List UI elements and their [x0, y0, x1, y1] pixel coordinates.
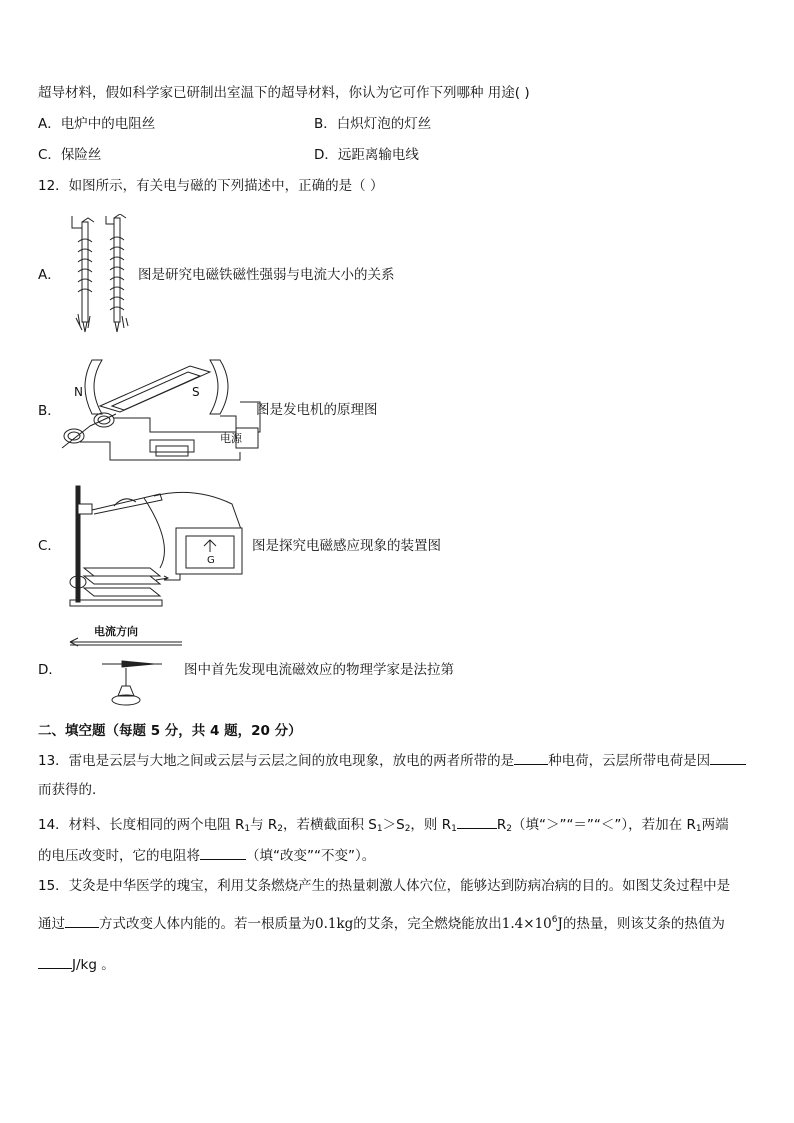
q12-stem: 12．如图所示，有关电与磁的下列描述中，正确的是（ ） — [38, 178, 384, 194]
q13-part1: 13．雷电是云层与大地之间或云层与云层之间的放电现象，放电的两者所带的是 — [38, 753, 515, 769]
q11-option-d: D．远距离输电线 — [314, 147, 419, 163]
q14-text-3: ，若横截面积 S — [283, 817, 377, 833]
q11-option-a: A．电炉中的电阻丝 — [38, 116, 156, 132]
generator-figure — [60, 356, 266, 466]
galvanometer-label: G — [207, 555, 215, 566]
q15-line2c: 的艾条，完全燃烧能放出 — [353, 916, 502, 932]
section-title: 二、填空题（每题 5 分，共 4 题，20 分） — [38, 723, 302, 739]
q14-sub: 2 — [506, 824, 512, 834]
q14-text-7: （填“＞”“＝”“＜”），若加在 R — [511, 817, 696, 833]
q13-part3: 而获得的. — [38, 782, 97, 798]
q15-heat-base: 1.4×10 — [501, 916, 552, 932]
q11-option-b: B．白炽灯泡的灯丝 — [314, 116, 432, 132]
q11-option-c: C．保险丝 — [38, 147, 102, 163]
q13-blank2[interactable] — [710, 750, 746, 765]
q11-stem: 超导材料，假如科学家已研制出室温下的超导材料，你认为它可作下列哪种 用途( ) — [38, 85, 530, 101]
q12-a-text: 图是研究电磁铁磁性强弱与电流大小的关系 — [138, 267, 395, 283]
q12-b-letter: B． — [38, 403, 61, 419]
q15-mass: 0.1kg — [315, 916, 354, 932]
q15-heat-exp: 6 — [551, 915, 558, 925]
q14-text-4: ＞S — [382, 817, 405, 833]
q14-sub: 2 — [404, 824, 411, 834]
electromagnet-figure — [66, 214, 146, 336]
q14-text-5: ，则 R — [410, 817, 452, 833]
q12-c-letter: C． — [38, 538, 61, 554]
induction-apparatus-figure — [64, 484, 254, 608]
q15-heat-unit: J — [557, 916, 563, 932]
north-pole-label: N — [74, 385, 83, 399]
power-source-label: 电源 — [220, 432, 242, 445]
q15-line2a: 通过 — [38, 916, 65, 932]
q15-line3-text: J/kg 。 — [72, 957, 115, 973]
q14-text-1: 14．材料、长度相同的两个电阻 R — [38, 817, 245, 833]
q14-line1 — [38, 814, 729, 838]
q12-d-letter: D． — [38, 662, 62, 678]
q14-line2b: （填“改变”“不变”）。 — [246, 848, 376, 864]
q15-line2b: 方式改变人体内能的。若一根质量为 — [99, 916, 315, 932]
q14-sub: 1 — [376, 824, 383, 834]
oersted-experiment-figure — [68, 620, 188, 712]
q14-line2a: 的电压改变时，它的电阻将 — [38, 848, 200, 864]
q14-text-2: 与 R — [250, 817, 278, 833]
q12-b-text: 图是发电机的原理图 — [256, 402, 378, 418]
q14-sub: 2 — [277, 824, 283, 834]
q14-sub: 1 — [695, 824, 702, 834]
q12-d-text: 图中首先发现电流磁效应的物理学家是法拉第 — [184, 662, 454, 678]
q15-line2d: 的热量，则该艾条的热值为 — [562, 916, 725, 932]
south-pole-label: S — [192, 385, 200, 399]
q15-line3 — [38, 954, 115, 974]
q13-line1 — [38, 750, 746, 770]
q14-blank2[interactable] — [200, 845, 246, 860]
q14-sub: 1 — [451, 824, 457, 834]
q14-text-8: 两端 — [701, 817, 729, 833]
current-direction-label: 电流方向 — [94, 625, 138, 638]
q14-text-6: R — [496, 817, 507, 833]
q12-c-text: 图是探究电磁感应现象的装置图 — [252, 538, 441, 554]
q13-part2: 种电荷，云层所带电荷是因 — [548, 753, 711, 769]
q15-line1: 15．艾灸是中华医学的瑰宝，利用艾条燃烧产生的热量刺激人体穴位，能够达到防病冶病的目的。如图艾灸过程中是 — [38, 878, 731, 894]
q14-line2 — [38, 845, 375, 865]
q14-blank1[interactable] — [457, 814, 497, 829]
q15-blank2[interactable] — [38, 954, 72, 969]
q15-blank1[interactable] — [65, 913, 99, 928]
q14-sub: 1 — [244, 824, 251, 834]
q13-blank1[interactable] — [514, 750, 548, 765]
q12-a-letter: A． — [38, 267, 61, 283]
q15-line2 — [38, 911, 725, 933]
